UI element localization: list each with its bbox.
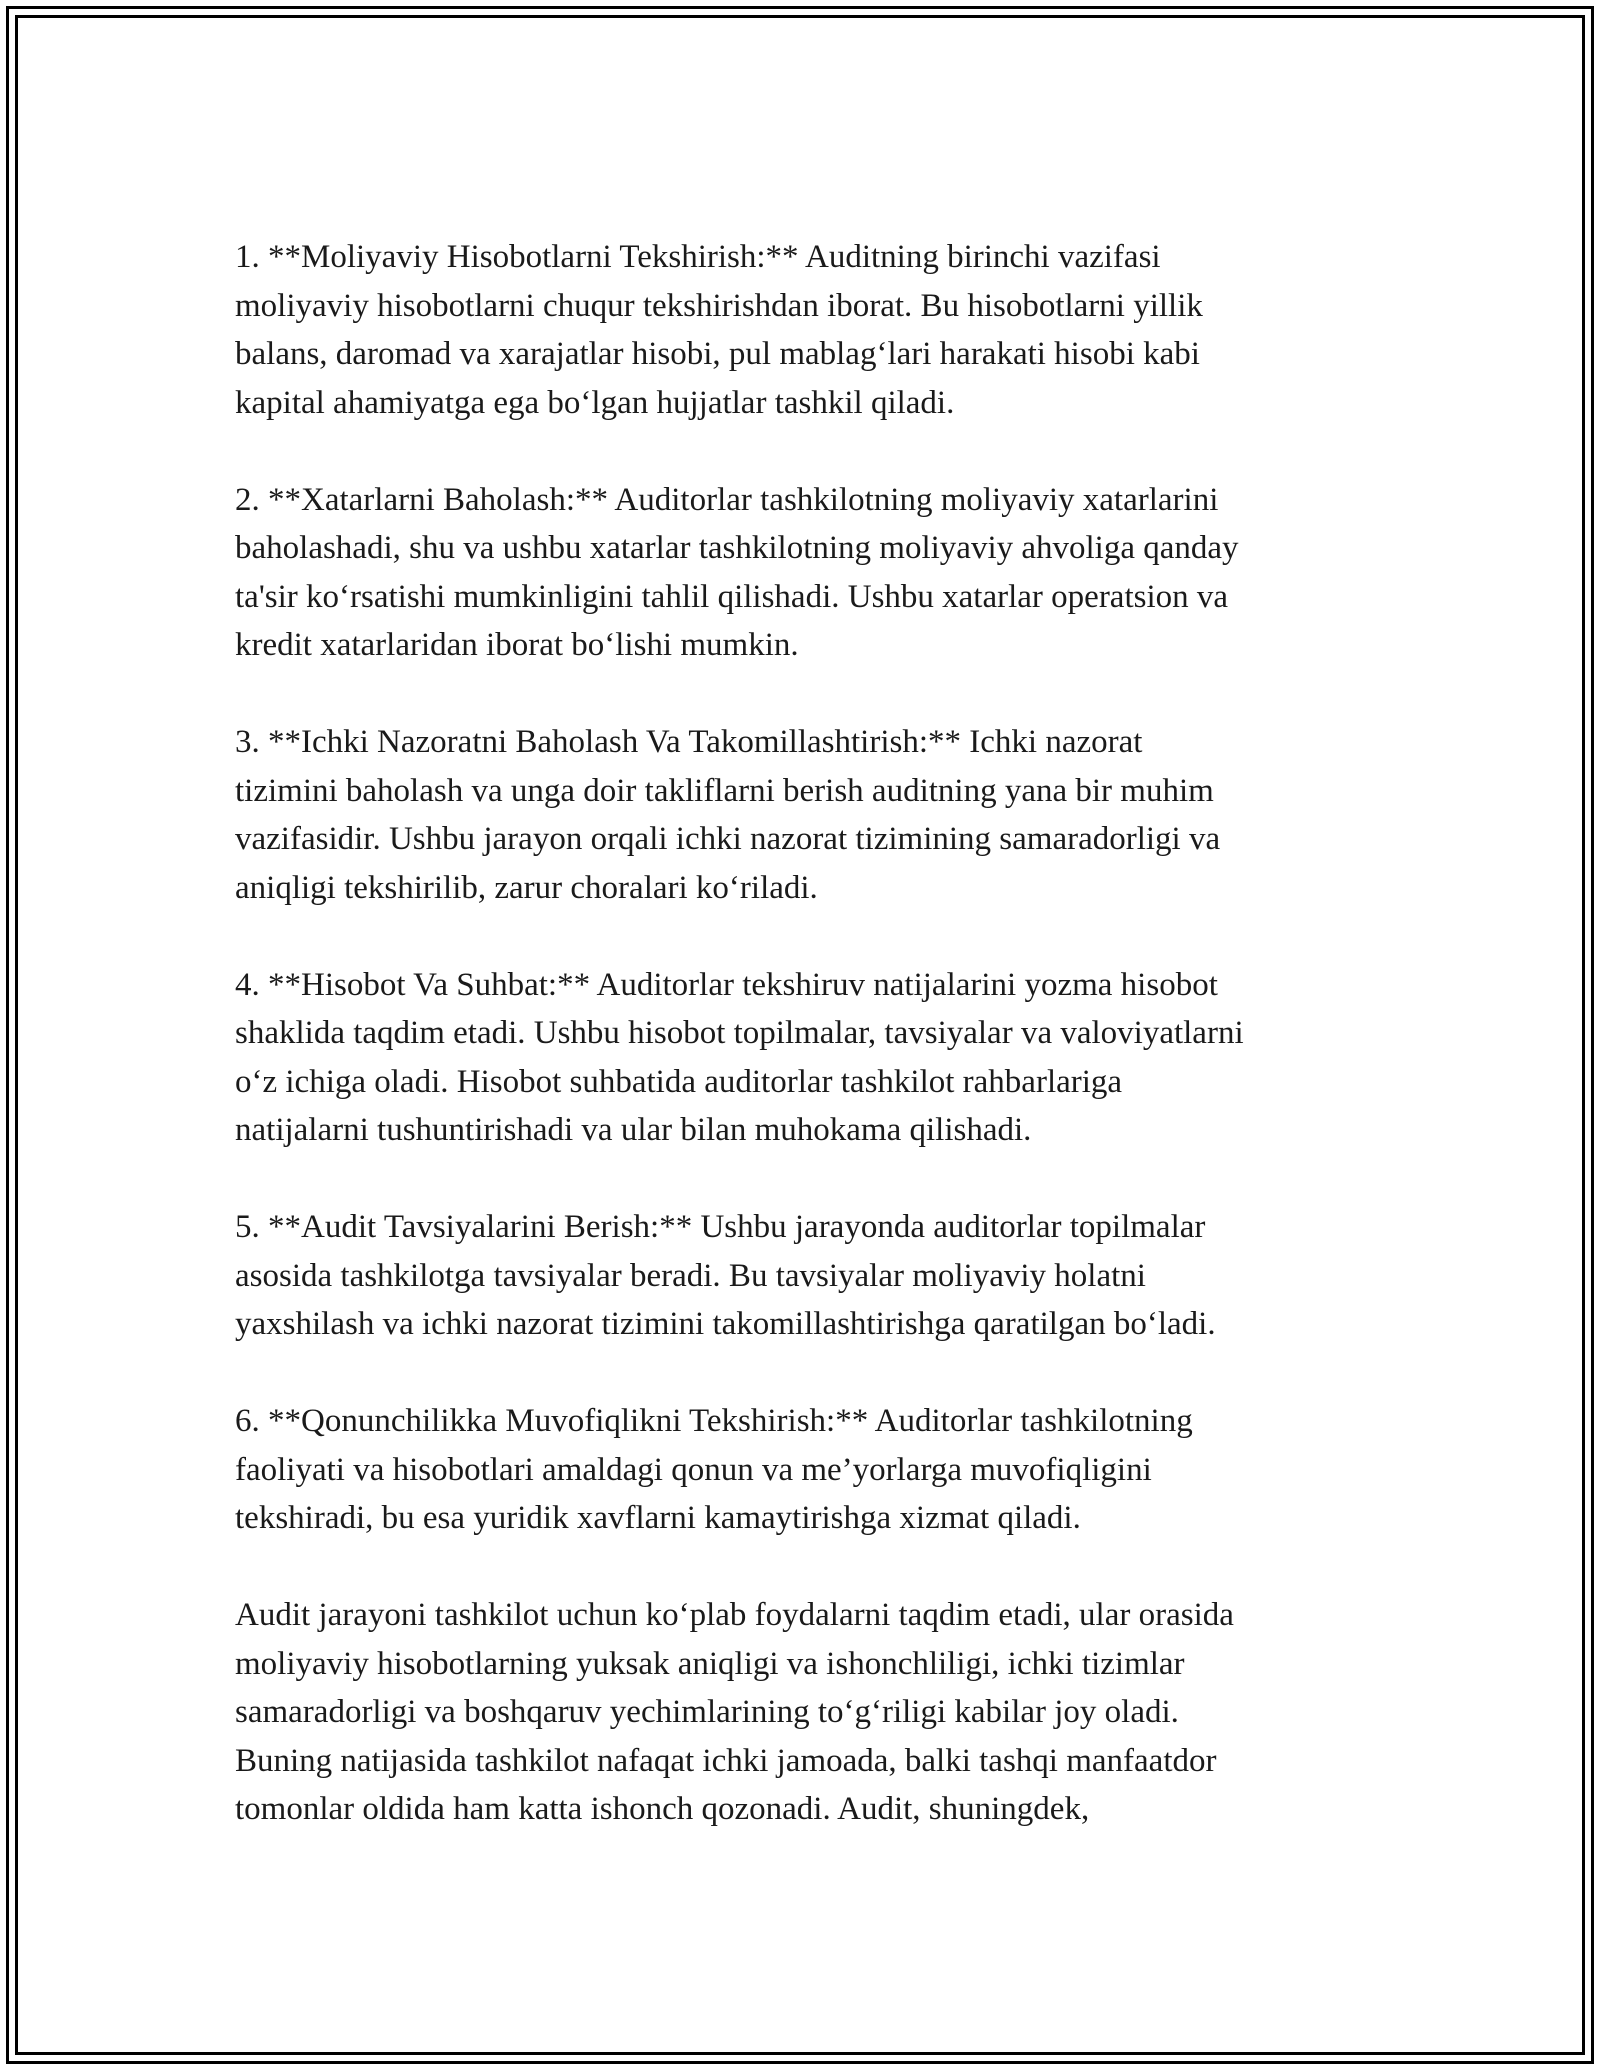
paragraph-risk-assessment: 2. **Xatarlarni Baholash:** Auditorlar tashkilotning moliyaviy xatarlarini baholashadi, shu va ushbu xatarlar tashkilotning moliyaviy ahvoliga qanday ta'sir ko‘rsatishi mumkinligini tahlil qilishadi. Ushbu xatarlar operatsion va kredit xatarlaridan iborat bo‘lishi mumkin.: [235, 481, 1239, 663]
paragraph-legal-compliance: 6. **Qonunchilikka Muvofiqlikni Tekshirish:** Auditorlar tashkilotning faoliyati va hisobotlari amaldagi qonun va me’yorlarga muvofiqligini tekshiradi, bu esa yuridik xavflarni kamaytirishga xizmat qiladi.: [235, 1403, 1193, 1536]
paragraph-report-and-discussion: 4. **Hisobot Va Suhbat:** Auditorlar tekshiruv natijalarini yozma hisobot shaklida taqdim etadi. Ushbu hisobot topilmalar, tavsiyalar va valoviyatlarni o‘z ichiga oladi. Hisobot suhbatida auditorlar tashkilot rahbarlariga natijalarni tushuntirishadi va ular bilan muhokama qilishadi.: [235, 966, 1244, 1148]
document-body: [235, 233, 1395, 1834]
paragraph-financial-statements-review: 1. **Moliyaviy Hisobotlarni Tekshirish:** Auditning birinchi vazifasi moliyaviy hisobotlarni chuqur tekshirishdan iborat. Bu hisobotlarni yillik balans, daromad va xarajatlar hisobi, pul mablag‘lari harakati hisobi kabi kapital ahamiyatga ega bo‘lgan hujjatlar tashkil qiladi.: [235, 239, 1203, 421]
paragraph-audit-recommendations: 5. **Audit Tavsiyalarini Berish:** Ushbu jarayonda auditorlar topilmalar asosida tashkilotga tavsiyalar beradi. Bu tavsiyalar moliyaviy holatni yaxshilash va ichki nazorat tizimini takomillashtirishga qaratilgan bo‘ladi.: [235, 1209, 1216, 1342]
paragraph-internal-control: 3. **Ichki Nazoratni Baholash Va Takomillashtirish:** Ichki nazorat tizimini baholash va unga doir takliflarni berish auditning yana bir muhim vazifasidir. Ushbu jarayon orqali ichki nazorat tizimining samaradorligi va aniqligi tekshirilib, zarur choralari ko‘riladi.: [235, 724, 1221, 906]
paragraph-audit-benefits: Audit jarayoni tashkilot uchun ko‘plab foydalarni taqdim etadi, ular orasida moliyaviy hisobotlarning yuksak aniqligi va ishonchliligi, ichki tizimlar samaradorligi va boshqaruv yechimlarining to‘g‘riligi kabilar joy oladi. Buning natijasida tashkilot nafaqat ichki jamoada, balki tashqi manfaatdor tomonlar oldida ham katta ishonch qozonadi. Audit, shuningdek,: [235, 1597, 1234, 1827]
